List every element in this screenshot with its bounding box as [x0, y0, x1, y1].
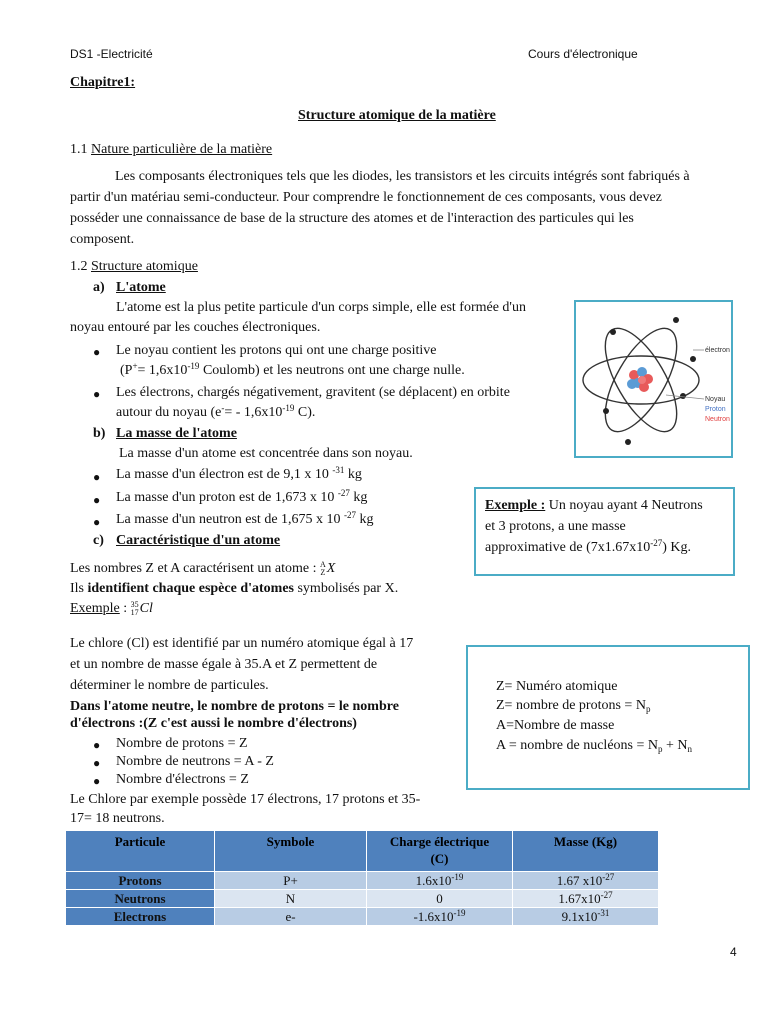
section-label: Structure atomique [91, 259, 198, 274]
bullet-noyau-line-2 [120, 363, 465, 379]
masse-intro: La masse d'un atome est concentrée dans son noyau. [119, 446, 413, 461]
proton-label: Proton [705, 406, 726, 413]
neutral-line-2: d'électrons :(Z c'est aussi le nombre d'électrons) [70, 716, 357, 731]
example-line-2: et 3 protons, a une masse [485, 519, 626, 534]
subsection-b-title: La masse de l'atome [116, 426, 237, 441]
intro-line-2: partir d'un matériau semi-conducteur. Pour comprendre le fonctionnement de ces composants, vous devez [70, 190, 662, 205]
text: Coulomb) et les neutrons ont une charge nulle. [199, 363, 465, 378]
def-z-atomique: Z= Numéro atomique [496, 679, 618, 694]
cell-charge [367, 908, 513, 926]
particles-table [65, 830, 659, 926]
header-charge [367, 831, 513, 872]
table-row [66, 890, 659, 908]
atom-diagram [576, 302, 731, 456]
mass-number: A [319, 560, 326, 569]
exponent: -19 [451, 872, 464, 882]
atome-def-line-1: L'atome est la plus petite particule d'un corps simple, elle est formée d'un [116, 300, 526, 315]
exponent: -27 [602, 872, 615, 882]
atomic-number: 17 [130, 608, 139, 617]
bullet-icon: ● [93, 470, 101, 484]
exemple-label: Exemple [70, 601, 120, 617]
table-row [66, 872, 659, 890]
intro-line-3: posséder une connaissance de base de la structure des atomes et de l'interaction des particules qui les [70, 211, 634, 226]
exponent: -31 [597, 908, 610, 918]
count-electrons: Nombre d'électrons = Z [116, 772, 249, 787]
header-particule: Particule [66, 831, 215, 872]
cell-charge [367, 890, 513, 908]
text: approximative de (7x1.67x10 [485, 540, 651, 555]
exemple-chlore-notation [70, 601, 153, 617]
text: La masse d'un neutron est de 1,675 x 10 [116, 512, 345, 527]
text: symbolisés par X. [293, 581, 399, 596]
notation-fraction [320, 561, 326, 577]
exponent: -31 [332, 465, 345, 475]
cell-masse [513, 908, 659, 926]
subscript: n [687, 744, 692, 754]
exemple-label: Exemple : [485, 498, 546, 513]
section-number: 1.1 [70, 142, 91, 157]
text: Charge électrique [389, 834, 490, 849]
text: = - 1,6x10 [224, 405, 283, 420]
masse-proton [116, 490, 367, 506]
bullet-icon: ● [93, 756, 101, 770]
neutral-line-1: Dans l'atome neutre, le nombre de protons = le nombre [70, 699, 399, 714]
header-masse: Masse (Kg) [513, 831, 659, 872]
count-neutrons: Nombre de neutrons = A - Z [116, 754, 274, 769]
text: autour du noyau (e [116, 405, 222, 420]
chlore-example-line-2: 17= 18 neutrons. [70, 811, 165, 826]
header-left: DS1 -Electricité [70, 47, 153, 61]
text: : [119, 601, 131, 617]
cell-particule: Electrons [66, 908, 215, 926]
subscript: p [657, 744, 663, 754]
subsection-c-marker: c) [93, 533, 104, 548]
cell-particule: Protons [66, 872, 215, 890]
definition-box [466, 645, 750, 790]
unit: kg [344, 467, 362, 482]
section-number: 1.2 [70, 259, 91, 274]
text: Ils [70, 581, 88, 596]
notation-fraction [131, 601, 139, 617]
unit: kg [356, 512, 374, 527]
atome-def-line-2: noyau entouré par les couches électroniques. [70, 320, 321, 335]
table-header-row [66, 831, 659, 872]
text: 1.6x10 [415, 873, 452, 888]
exponent: -19 [282, 403, 295, 413]
text: C). [294, 405, 316, 420]
chlore-line-1: Le chlore (Cl) est identifié par un numéro atomique égal à 17 [70, 636, 414, 651]
section-label: Nature particulière de la matière [91, 142, 273, 157]
example-line-1 [485, 498, 703, 514]
cell-particule: Neutrons [66, 890, 215, 908]
exponent: -27 [337, 488, 350, 498]
chlore-example-line-1: Le Chlore par exemple possède 17 électrons, 17 protons et 35- [70, 792, 421, 807]
element-symbol: X [326, 561, 336, 577]
cell-masse [513, 890, 659, 908]
text: (C) [430, 851, 449, 866]
exponent: -27 [650, 538, 663, 548]
bullet-icon: ● [93, 493, 101, 507]
exponent: -27 [344, 510, 357, 520]
text: Un noyau ayant 4 Neutrons [545, 498, 703, 513]
text: 9.1x10 [561, 909, 598, 924]
mass-number: 35 [130, 600, 139, 609]
element-symbol: Cl [139, 601, 153, 617]
text: + N [662, 738, 688, 753]
notation-line [70, 561, 335, 577]
count-protons: Nombre de protons = Z [116, 736, 248, 751]
exponent: -19 [453, 908, 466, 918]
example-line-3 [485, 540, 691, 556]
text: (P [120, 363, 133, 378]
def-z-protons [496, 698, 650, 714]
text: -1.6x10 [413, 909, 454, 924]
chlore-line-3: déterminer le nombre de particules. [70, 678, 269, 693]
cell-charge [367, 872, 513, 890]
page-number: 4 [730, 945, 737, 959]
text: Les nombres Z et A caractérisent un atome : [70, 561, 320, 577]
cell-symbole: N [215, 890, 367, 908]
header-right: Cours d'électronique [528, 47, 638, 61]
text: Z= nombre de protons = N [496, 698, 646, 713]
table-row [66, 908, 659, 926]
superscript: + [132, 361, 138, 371]
example-box [474, 487, 735, 576]
atomic-number: Z [320, 568, 326, 577]
cell-masse [513, 872, 659, 890]
intro-line-1: Les composants électroniques tels que les diodes, les transistors et les circuits intégrés sont fabriqués à [115, 169, 690, 184]
subsection-c-title: Caractéristique d'un atome [116, 533, 281, 548]
text: La masse d'un électron est de 9,1 x 10 [116, 467, 333, 482]
bullet-electron-line-1: Les électrons, chargés négativement, gravitent (se déplacent) en orbite [116, 385, 510, 400]
text: ) Kg. [662, 540, 692, 555]
chapter-heading: Chapitre1: [70, 75, 136, 90]
atom-figure [574, 300, 733, 458]
text: = 1,6x10 [137, 363, 188, 378]
bold-text: identifient chaque espèce d'atomes [87, 581, 294, 596]
cell-symbole: e- [215, 908, 367, 926]
subsection-a-marker: a) [93, 280, 105, 295]
electron-label: électron [705, 347, 730, 354]
superscript: - [221, 403, 225, 413]
identify-line [70, 581, 398, 597]
section-1-1 [70, 142, 272, 158]
subsection-a-title: L'atome [116, 280, 166, 295]
def-a-nucleons [496, 738, 692, 754]
text: 1.67 x10 [556, 873, 603, 888]
bullet-electron-line-2 [116, 405, 315, 421]
masse-electron [116, 467, 362, 483]
noyau-label: Noyau [705, 396, 726, 403]
unit: kg [349, 490, 368, 505]
bullet-icon: ● [93, 774, 101, 788]
neutron-label: Neutron [705, 416, 730, 423]
exponent: -27 [600, 890, 613, 900]
subscript: p [645, 704, 651, 714]
header-symbole: Symbole [215, 831, 367, 872]
section-1-2 [70, 259, 198, 275]
cell-symbole: P+ [215, 872, 367, 890]
bullet-icon: ● [93, 345, 101, 359]
subsection-b-marker: b) [93, 426, 106, 441]
exponent: -19 [187, 361, 200, 371]
bullet-icon: ● [93, 738, 101, 752]
bullet-icon: ● [93, 387, 101, 401]
bullet-noyau-line-1: Le noyau contient les protons qui ont une charge positive [116, 343, 437, 358]
bullet-icon: ● [93, 515, 101, 529]
text: 0 [436, 891, 443, 906]
text: 1.67x10 [558, 891, 601, 906]
chlore-line-2: et un nombre de masse égale à 35.A et Z permettent de [70, 657, 378, 672]
masse-neutron [116, 512, 374, 528]
text: La masse d'un proton est de 1,673 x 10 [116, 490, 338, 505]
page-title: Structure atomique de la matière [298, 108, 496, 123]
def-a-masse: A=Nombre de masse [496, 718, 615, 733]
text: A = nombre de nucléons = N [496, 738, 658, 753]
intro-line-4: composent. [70, 232, 135, 247]
